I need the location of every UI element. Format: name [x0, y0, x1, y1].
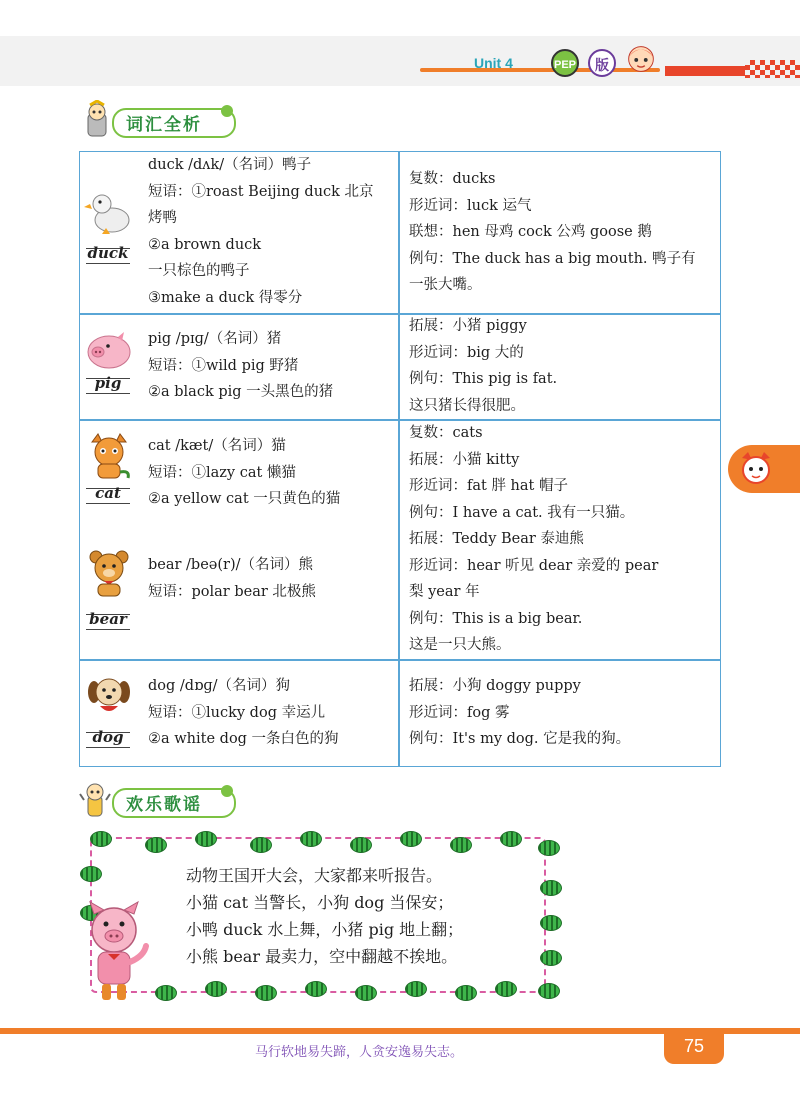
watermelon-icon [540, 880, 562, 896]
text-line: duck /dʌk/（名词）鸭子 [148, 157, 312, 173]
watermelon-icon [450, 837, 472, 853]
watermelon-icon [350, 837, 372, 853]
pig-icon [84, 326, 134, 376]
text-line: 拓展：小狗 doggy puppy [409, 678, 581, 694]
footer-motto: 马行软地易失蹄，人贪安逸易失志。 [255, 1045, 464, 1060]
text-line: 短语：①roast Beijing duck 北京 [148, 183, 374, 200]
word-extension-cell [409, 166, 696, 299]
text-line: 形近词：hear 听见 dear 亲爱的 pear [409, 557, 659, 574]
watermelon-icon [500, 831, 522, 847]
text-line: 梨 year 年 [409, 584, 480, 600]
word-label: pig [94, 374, 122, 392]
girl-mascot-icon [622, 40, 660, 78]
text-line: 拓展：Teddy Bear 泰迪熊 [409, 531, 584, 547]
dog-icon [84, 672, 134, 722]
text-line: ③make a duck 得零分 [148, 289, 303, 306]
watermelon-icon [195, 831, 217, 847]
section-title-vocab: 词汇全析 [126, 115, 202, 135]
text-line: 短语：polar bear 北极熊 [148, 583, 316, 600]
word-extension-cell [409, 673, 630, 753]
word-label: bear [89, 610, 127, 628]
text-line: 例句：The duck has a big mouth. 鸭子有 [409, 250, 696, 267]
text-line: ②a brown duck [148, 236, 262, 253]
text-line: 例句：It's my dog. 它是我的狗。 [409, 731, 631, 747]
text-line: 拓展：小猫 kitty [409, 451, 520, 468]
page-number: 75 [683, 1036, 705, 1056]
watermelon-icon [255, 985, 277, 1001]
green-dot-icon [220, 784, 234, 798]
watermelon-icon [495, 981, 517, 997]
word-detail-cell [148, 552, 316, 605]
table-row-divider [79, 659, 721, 661]
text-line: 一只棕色的鸭子 [148, 263, 250, 279]
table-row-divider [79, 313, 721, 315]
checker-pattern [745, 60, 800, 78]
text-line: 例句：This pig is fat. [409, 371, 558, 387]
watermelon-icon [155, 985, 177, 1001]
header-band [0, 36, 800, 86]
unit-label: Unit 4 [474, 55, 513, 71]
word-extension-cell [409, 313, 557, 419]
text-line: 这是一只大熊。 [409, 637, 511, 653]
watermelon-icon [305, 981, 327, 997]
watermelon-icon [400, 831, 422, 847]
watermelon-icon [145, 837, 167, 853]
watermelon-icon [538, 983, 560, 999]
watermelon-icon [250, 837, 272, 853]
text-line: pig /pɪɡ/（名词）猪 [148, 331, 282, 347]
text-line: ②a yellow cat 一只黄色的猫 [148, 491, 341, 507]
pep-badge: PEP [551, 49, 579, 77]
rhyme-text [186, 862, 463, 970]
text-line: 联想：hen 母鸡 cock 公鸡 goose 鹅 [409, 224, 652, 240]
watermelon-icon [205, 981, 227, 997]
text-line: dog /dɒɡ/（名词）狗 [148, 678, 291, 694]
watermelon-icon [540, 915, 562, 931]
watermelon-icon [455, 985, 477, 1001]
table-column-divider [398, 151, 400, 767]
text-line: 这只猪长得很肥。 [409, 397, 525, 414]
text-line: 短语：①wild pig 野猪 [148, 357, 299, 374]
rhyme-line: 小熊 bear 最卖力，空中翻越不挨地。 [186, 947, 458, 966]
word-detail-cell [148, 152, 374, 311]
text-line: 形近词：big 大的 [409, 344, 524, 361]
text-line: ②a white dog 一条白色的狗 [148, 731, 339, 747]
text-line: 拓展：小猪 piggy [409, 318, 527, 334]
text-line: 烤鸭 [148, 210, 177, 226]
section-title-rhyme: 欢乐歌谣 [126, 795, 202, 815]
text-line: 形近词：luck 运气 [409, 197, 532, 214]
watermelon-icon [355, 985, 377, 1001]
word-detail-cell [148, 433, 340, 513]
word-label: dog [92, 728, 124, 746]
bear-icon [84, 548, 134, 598]
pig-mascot-icon [80, 900, 154, 1004]
text-line: ②a black pig 一头黑色的猪 [148, 384, 334, 400]
watermelon-icon [538, 840, 560, 856]
text-line: 例句：This is a big bear. [409, 610, 583, 627]
green-dot-icon [220, 104, 234, 118]
text-line: 短语：①lazy cat 懒猫 [148, 464, 296, 481]
word-detail-cell [148, 326, 333, 406]
rhyme-line: 动物王国开大会，大家都来听报告。 [186, 866, 443, 885]
text-line: 短语：①lucky dog 幸运儿 [148, 704, 326, 721]
rhyme-line: 小猫 cat 当警长，小狗 dog 当保安； [186, 893, 454, 912]
text-line: 形近词：fog 雾 [409, 704, 510, 721]
edition-badge: 版 [588, 49, 616, 77]
watermelon-icon [405, 981, 427, 997]
watermelon-icon [540, 950, 562, 966]
header-accent-bar [665, 66, 745, 76]
watermelon-icon [300, 831, 322, 847]
duck-icon [84, 188, 134, 238]
cat-icon [84, 432, 134, 482]
text-line: cat /kæt/（名词）猫 [148, 438, 286, 454]
text-line: 一张大嘴。 [409, 277, 482, 293]
word-label: cat [95, 484, 121, 502]
text-line: 复数：ducks [409, 171, 496, 187]
cartoon-figure-icon [76, 780, 116, 820]
watermelon-icon [80, 866, 102, 882]
word-label: duck [87, 244, 129, 262]
word-extension-cell [409, 526, 658, 659]
word-extension-cell [409, 420, 634, 526]
text-line: bear /beə(r)/（名词）熊 [148, 557, 314, 573]
fox-mascot-icon [738, 450, 774, 488]
word-detail-cell [148, 673, 339, 753]
rhyme-line: 小鸭 duck 水上舞，小猪 pig 地上翻； [186, 920, 464, 939]
text-line: 例句：I have a cat. 我有一只猫。 [409, 504, 635, 521]
text-line: 形近词：fat 胖 hat 帽子 [409, 478, 568, 494]
text-line: 复数：cats [409, 425, 483, 441]
watermelon-icon [90, 831, 112, 847]
